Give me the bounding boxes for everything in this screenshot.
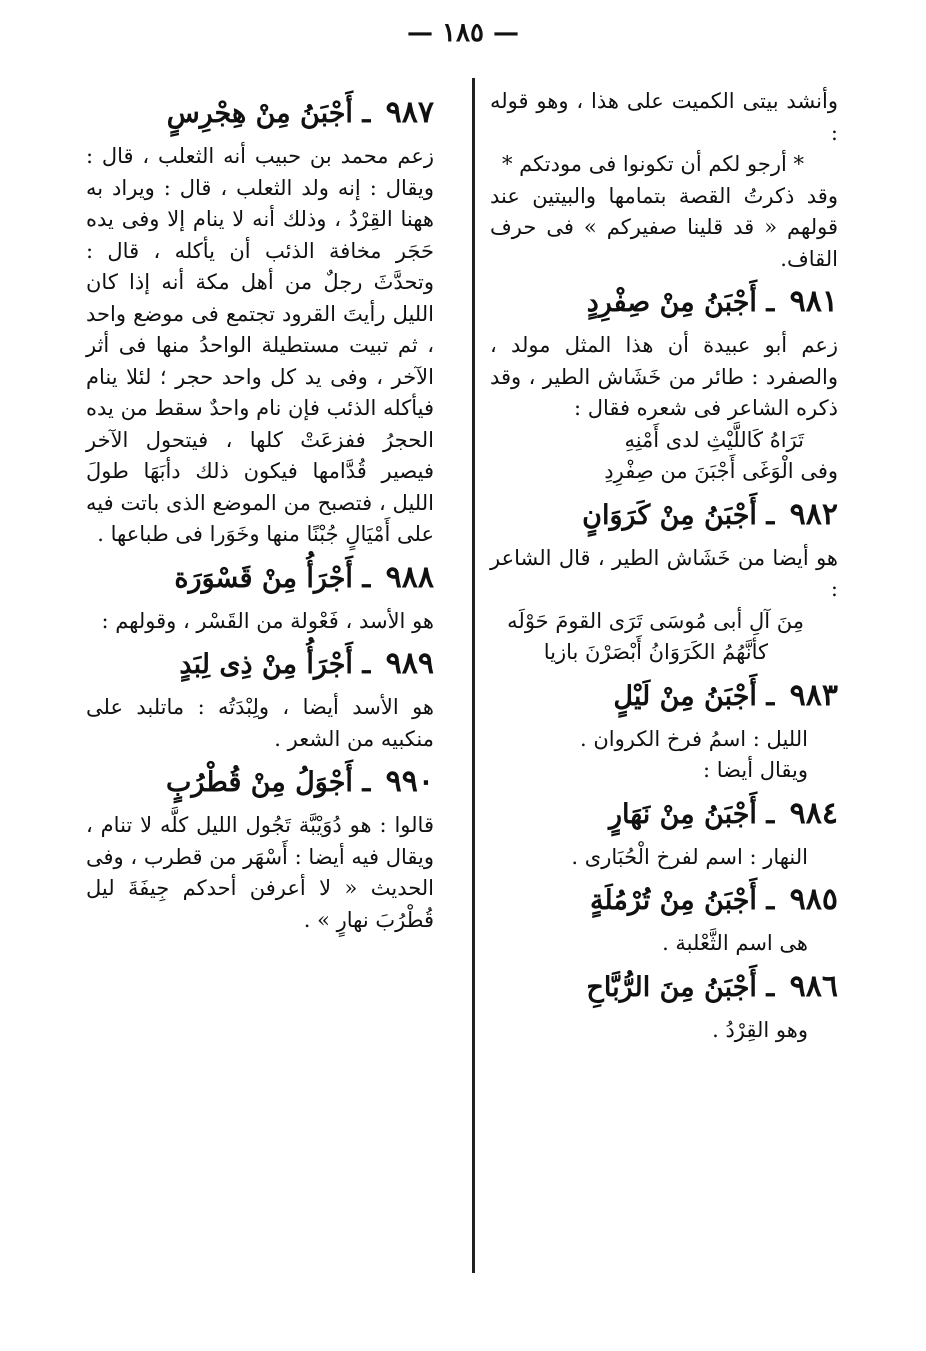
entry-heading: ٩٩٠ ـ أَجْوَلُ مِنْ قُطْرُبٍ xyxy=(165,764,434,799)
entry-title: أَجْبَنُ مِنْ كَرَوَانٍ xyxy=(582,499,757,531)
body-text: هو الأسد أيضا ، ولِبْدَتُه : ماتلبد على منكبيه من الشعر . xyxy=(86,695,434,751)
verse-line: كأنَّهُمُ الكَرَوَانُ أَبْصَرْنَ بازيا xyxy=(543,640,768,664)
body-text: وفى الْوَغَى أَجْبَنَ من صِفْرِدِ xyxy=(604,459,838,483)
verse-line: مِنَ آلِ أبى مُوسَى تَرَى القومَ حَوْلَه xyxy=(507,608,804,633)
verse-line: * أرجو لكم أن تكونوا فى مودتكم * xyxy=(502,152,804,176)
entry-heading: ٩٨٨ ـ أَجْرَأُ مِنْ قَسْوَرَة xyxy=(174,559,434,595)
entry-heading: ٩٨٦ ـ أَجْبَنُ مِنَ الرُّبَّاحِ xyxy=(586,968,838,1004)
entry-heading: ٩٨١ ـ أَجْبَنُ مِنْ صِفْرِدٍ xyxy=(586,284,838,319)
column-divider xyxy=(472,78,475,1273)
entry-number: ٩٨١ xyxy=(789,284,838,319)
entry-heading: ٩٨٥ ـ أَجْبَنُ مِنْ تُرْمُلَةٍ xyxy=(589,882,838,917)
entry-heading: ٩٨٢ ـ أَجْبَنُ مِنْ كَرَوَانٍ xyxy=(582,496,838,532)
entry-title: أَجْبَنُ مِنْ لَيْلٍ xyxy=(613,680,757,712)
body-text: الليل : اسمُ فرخ الكروان . xyxy=(580,726,808,751)
body-text: هى اسم الثَّعْلبة . xyxy=(662,931,808,955)
entry-heading: ٩٨٩ ـ أَجْرَأُ مِنْ ذِى لِبَدٍ xyxy=(179,646,434,681)
body-text: وهو القِرْدُ . xyxy=(712,1017,808,1042)
body-text: زعم محمد بن حبيب أنه الثعلب ، قال : ويقال : إنه ولد الثعلب ، قال : ويراد به ههنا القِرْدُ ، وذلك أنه لا ينام إلا وفى يده حَجَر مخافة الذئب أن يأكله ، قال : وتحدَّثَ رجلٌ من أهل مكة أنه إذا كان الليل رأيتَ القرود تجتمع فى موضع واحد ، ثم تبيت مستطيلة الواحدُ منها فى أثر الآخر ، وفى يد كل واحد حجر ؛ لئلا ينام فيأكله الذئب فإن نام واحدٌ سقط من يده الحجرُ ففزعَتْ كلها ، فيتحول الآخر فيصير قُدَّامها فيكون ذلك دأبَهَا طولَ الليل ، فتصبح من الموضع الذى باتت فيه على أَمْيَالٍ جُبْنًا منها وخَوَرا فى طباعها . xyxy=(86,144,434,546)
entry-heading: ٩٨٧ ـ أَجْبَنُ مِنْ هِجْرِسٍ xyxy=(166,95,434,130)
entry-title: أَجْوَلُ مِنْ قُطْرُبٍ xyxy=(165,767,353,798)
entry-heading: ٩٨٤ ـ أَجْبَنُ مِنْ نَهَارٍ xyxy=(609,795,838,831)
entry-title: أَجْبَنُ مِنَ الرُّبَّاحِ xyxy=(586,971,757,1003)
entry-title: أَجْرَأُ مِنْ قَسْوَرَة xyxy=(174,562,353,594)
entry-title: أَجْبَنُ مِنْ تُرْمُلَةٍ xyxy=(589,885,757,916)
entry-title: أَجْبَنُ مِنْ هِجْرِسٍ xyxy=(166,98,353,129)
entry-number: ٩٨٦ xyxy=(789,968,838,1004)
body-text: وأنشد بيتى الكميت على هذا ، وهو قوله : xyxy=(490,89,838,145)
left-column xyxy=(86,86,434,936)
body-text: هو أيضا من خَشَاش الطير ، قال الشاعر : xyxy=(490,545,838,601)
entry-number: ٩٨٣ xyxy=(789,677,838,713)
entry-number: ٩٨٤ xyxy=(789,795,838,831)
entry-number: ٩٨٢ xyxy=(789,496,838,532)
entry-number: ٩٨٧ xyxy=(385,95,434,130)
body-text: زعم أبو عبيدة أن هذا المثل مولد ، والصفرد : طائر من خَشَاش الطير ، وقد ذكره الشاعر فى شعره فقال : xyxy=(490,333,838,420)
entry-number: ٩٨٨ xyxy=(385,559,434,595)
body-text: قالوا : هو دُوَيْبَّة تَجُول الليل كلَّه لا تنام ، ويقال فيه أيضا : أَسْهَر من قطرب ، وفى الحديث « لا أعرفن أحدكم جِيفَةَ ليل قُطْرُبَ نهارٍ » . xyxy=(86,813,434,932)
entry-title: أَجْرَأُ مِنْ ذِى لِبَدٍ xyxy=(179,649,353,680)
entry-number: ٩٩٠ xyxy=(385,764,434,799)
verse-line: تَرَاهُ كَاللَّيْثِ لدى أَمْنِهِ xyxy=(624,427,804,452)
entry-number: ٩٨٩ xyxy=(385,646,434,681)
body-text: ويقال أيضا : xyxy=(703,758,808,782)
body-text: النهار : اسم لفرخ الْحُبَارى . xyxy=(571,844,808,869)
body-text: هو الأسد ، فَعْولة من القَسْر ، وقولهم : xyxy=(101,608,434,633)
body-text: وقد ذكرتُ القصة بتمامها والبيتين عند قولهم « قد قلينا صفيركم » فى حرف القاف. xyxy=(490,183,838,271)
entry-title: أَجْبَنُ مِنْ نَهَارٍ xyxy=(609,798,757,830)
entry-number: ٩٨٥ xyxy=(789,882,838,917)
entry-heading: ٩٨٣ ـ أَجْبَنُ مِنْ لَيْلٍ xyxy=(613,677,838,713)
right-column xyxy=(490,86,838,1046)
entry-title: أَجْبَنُ مِنْ صِفْرِدٍ xyxy=(586,287,757,318)
page-number: — ١٨٥ — xyxy=(406,18,520,48)
